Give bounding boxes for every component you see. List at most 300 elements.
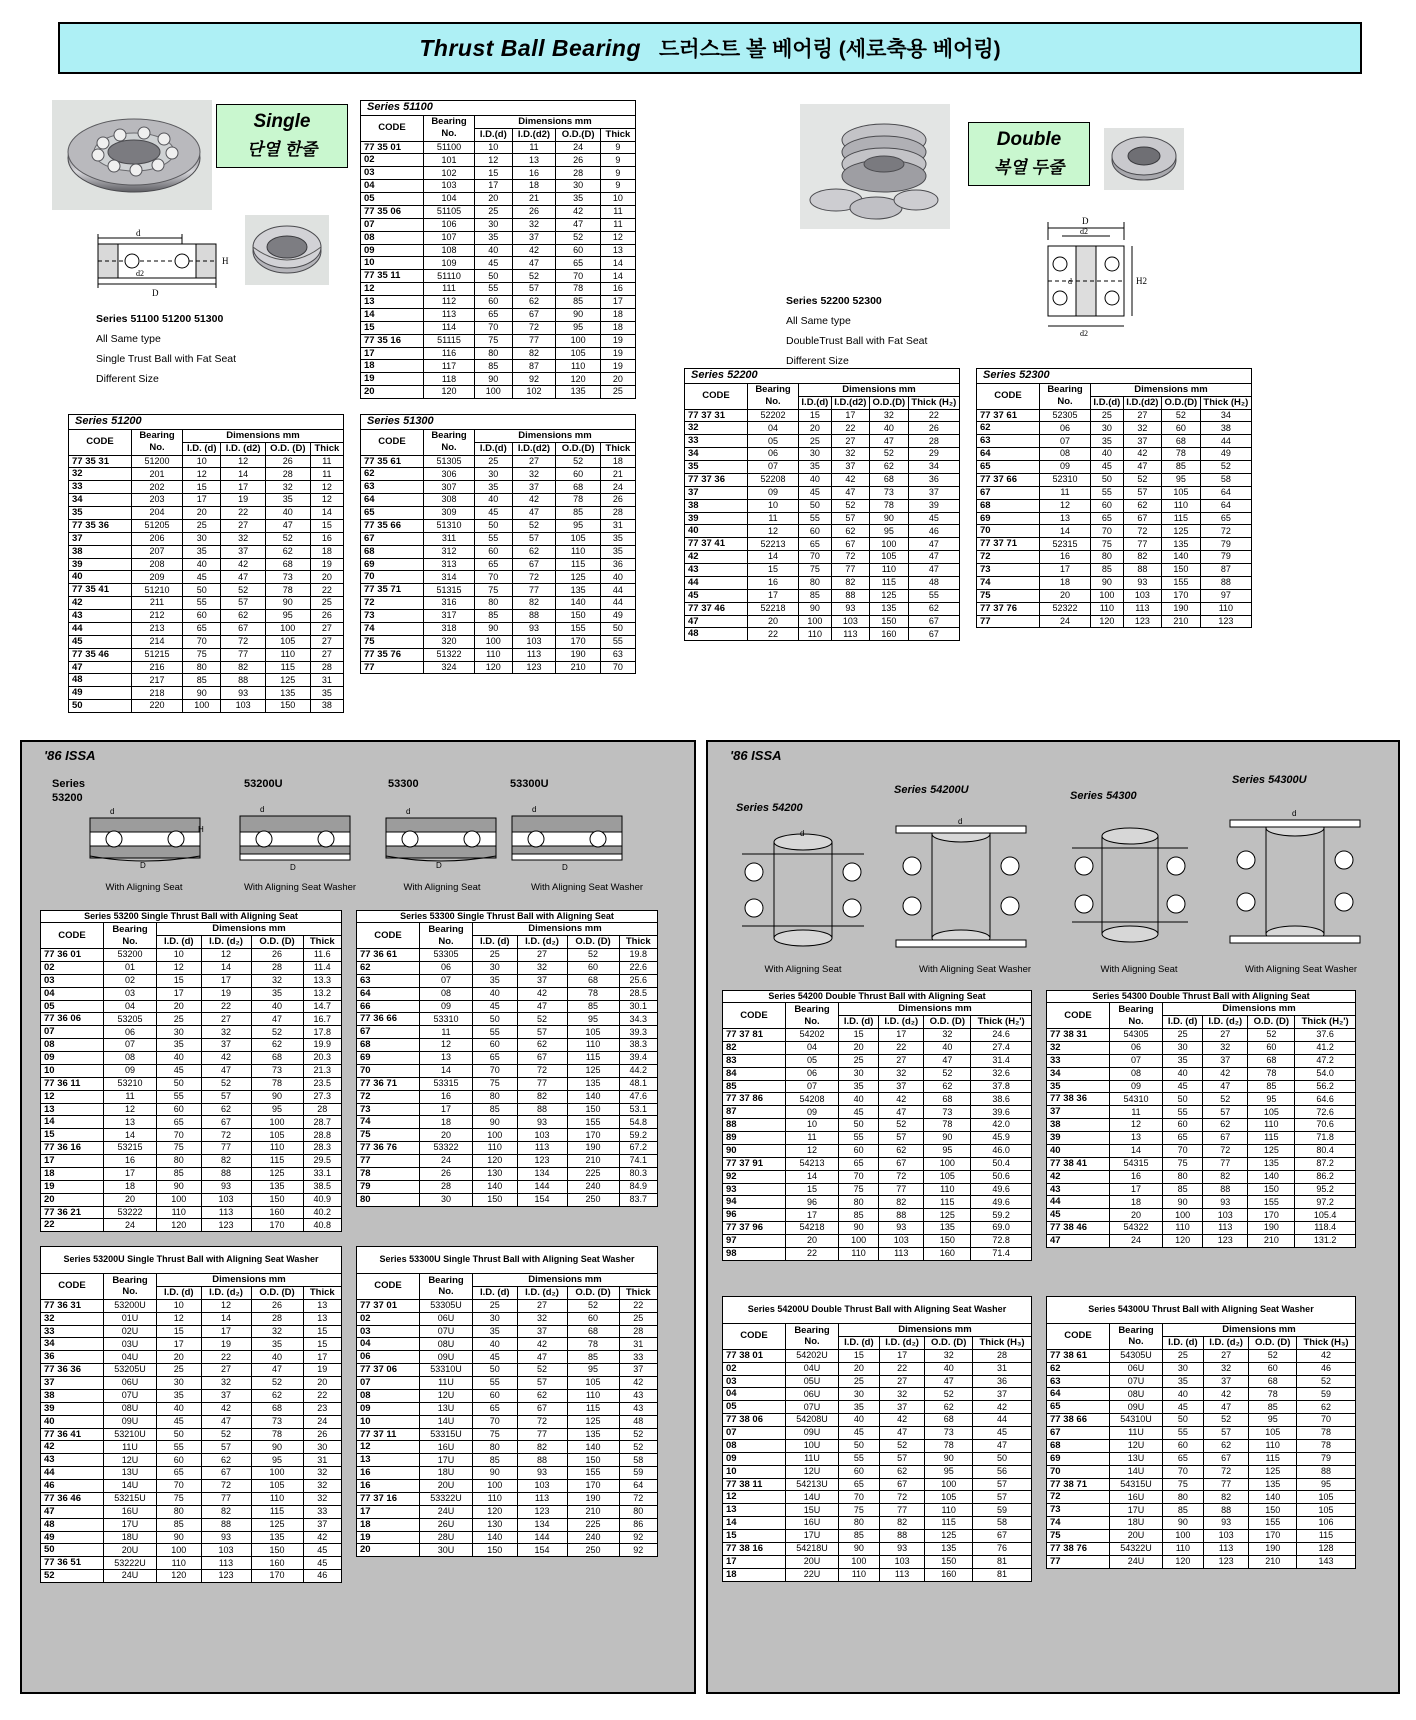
cell-id-d2: 62 — [517, 1039, 567, 1052]
cell-id-d2: 57 — [512, 283, 556, 296]
cell-bearing-no: 53322 — [420, 1142, 473, 1155]
cell-id-d2: 62 — [1123, 499, 1161, 512]
cell-code: 40 — [1047, 1144, 1110, 1157]
cell-bearing-no: 53205U — [104, 1364, 157, 1377]
cell-id-d: 90 — [473, 1116, 518, 1129]
table-row — [1047, 1080, 1356, 1093]
cell-id-d2: 22 — [201, 1000, 251, 1013]
cell-od: 95 — [924, 1144, 971, 1157]
cell-id-d2: 32 — [517, 1312, 567, 1325]
table-row — [1047, 1439, 1356, 1452]
cell-thick: 28.3 — [303, 1142, 341, 1155]
cell-id-d: 35 — [839, 1401, 880, 1414]
cell-id-d: 30 — [799, 448, 832, 461]
cell-bearing-no: 308 — [424, 494, 475, 507]
cell-id-d: 85 — [473, 1454, 518, 1467]
cell-code: 77 35 61 — [361, 455, 424, 468]
cell-bearing-no: 24 — [1110, 1235, 1163, 1248]
table-row — [357, 1064, 658, 1077]
cell-id-d: 40 — [475, 494, 513, 507]
cell-id-d2: 67 — [221, 622, 265, 635]
cell-od: 110 — [1248, 1119, 1295, 1132]
cell-id-d: 50 — [473, 1013, 518, 1026]
cell-code: 38 — [1047, 1119, 1110, 1132]
cell-od: 68 — [251, 1052, 303, 1065]
cell-od: 68 — [1248, 1054, 1295, 1067]
cell-bearing-no: 05 — [748, 435, 799, 448]
cell-code: 34 — [1047, 1067, 1110, 1080]
cell-id-d2: 17 — [879, 1349, 925, 1362]
col-id-d: I.D.(d) — [475, 128, 513, 141]
cell-thick: 27 — [310, 635, 343, 648]
issa-left-label: '86 ISSA — [38, 748, 102, 763]
col-id-d2: I.D. (d₂) — [1203, 1336, 1249, 1349]
cell-od: 68 — [556, 481, 600, 494]
cell-bearing-no: 18U — [1110, 1517, 1163, 1530]
cell-od: 125 — [1249, 1465, 1297, 1478]
cell-id-d: 45 — [839, 1427, 880, 1440]
cell-thick: 58 — [973, 1517, 1032, 1530]
table-series-51100 — [360, 100, 636, 399]
cell-bearing-no: 96 — [786, 1196, 839, 1209]
cell-id-d: 80 — [475, 597, 513, 610]
cell-thick: 18 — [310, 545, 343, 558]
col-bearing-no: Bearing No. — [748, 383, 799, 409]
cell-id-d2: 57 — [201, 1441, 251, 1454]
cell-thick: 23 — [303, 1402, 341, 1415]
cell-bearing-no: 11U — [104, 1441, 157, 1454]
cell-thick: 38.6 — [971, 1093, 1032, 1106]
issa-left-series-word: Series — [52, 778, 86, 790]
cell-id-d2: 47 — [879, 1106, 924, 1119]
table-row — [1047, 1452, 1356, 1465]
cell-id-d2: 62 — [201, 1103, 251, 1116]
cell-thick: 13 — [600, 244, 635, 257]
cell-id-d2: 19 — [221, 494, 265, 507]
cell-bearing-no: 51215 — [132, 648, 183, 661]
cell-thick: 19 — [600, 347, 635, 360]
cell-bearing-no: 51105 — [424, 205, 475, 218]
cell-thick: 19.9 — [303, 1039, 341, 1052]
cell-od: 190 — [567, 1142, 619, 1155]
cell-code: 34 — [41, 1338, 104, 1351]
cell-id-d2: 88 — [221, 674, 265, 687]
cell-code: 70 — [361, 571, 424, 584]
cell-id-d2: 103 — [1123, 589, 1161, 602]
cell-id-d2: 22 — [879, 1362, 925, 1375]
cell-code: 10 — [41, 1064, 104, 1077]
cell-bearing-no: 17 — [748, 589, 799, 602]
cell-od: 73 — [251, 1064, 303, 1077]
cell-code: 32 — [685, 422, 748, 435]
cell-id-d2: 62 — [512, 296, 556, 309]
cell-id-d: 65 — [157, 1116, 202, 1129]
cell-bearing-no: 06U — [420, 1312, 473, 1325]
cell-thick: 19 — [600, 334, 635, 347]
cell-code: 77 37 36 — [685, 473, 748, 486]
cell-bearing-no: 14 — [104, 1129, 157, 1142]
cell-od: 95 — [556, 321, 600, 334]
cell-bearing-no: 13U — [420, 1402, 473, 1415]
cell-bearing-no: 312 — [424, 545, 475, 558]
cell-id-d: 55 — [473, 1377, 518, 1390]
col-code: CODE — [41, 1274, 104, 1300]
cell-id-d: 10 — [157, 949, 202, 962]
single-badge-en: Single — [253, 111, 311, 132]
table-row — [361, 519, 636, 532]
cell-code: 73 — [1047, 1504, 1110, 1517]
cell-id-d: 45 — [183, 571, 221, 584]
cell-id-d: 100 — [1163, 1209, 1203, 1222]
cell-bearing-no: 20 — [420, 1129, 473, 1142]
cell-id-d: 40 — [475, 244, 513, 257]
cell-code: 66 — [357, 1000, 420, 1013]
cell-bearing-no: 53215U — [104, 1492, 157, 1505]
col-thick: Thick — [600, 442, 635, 455]
cell-thick: 35 — [600, 532, 635, 545]
cell-id-d2: 52 — [221, 584, 265, 597]
diagram-54200 — [728, 824, 878, 954]
cell-bearing-no: 107 — [424, 231, 475, 244]
double-section-diagram — [1028, 210, 1158, 342]
cell-code: 04 — [723, 1388, 786, 1401]
col-code: CODE — [69, 429, 132, 455]
table-row — [69, 545, 344, 558]
cell-id-d2: 88 — [1123, 564, 1161, 577]
cell-thick: 37.6 — [1295, 1029, 1356, 1042]
cell-bearing-no: 15U — [786, 1504, 839, 1517]
cell-od: 110 — [870, 564, 909, 577]
table-row — [41, 1467, 342, 1480]
cell-thick: 35 — [310, 687, 343, 700]
cell-bearing-no: 11 — [1040, 486, 1091, 499]
cell-id-d: 30 — [1163, 1362, 1204, 1375]
cell-code: 47 — [69, 661, 132, 674]
cell-od: 70 — [556, 270, 600, 283]
cell-thick: 106 — [1297, 1517, 1356, 1530]
cell-od: 95 — [925, 1465, 973, 1478]
cell-bearing-no: 11 — [786, 1132, 839, 1145]
table-row — [41, 1219, 342, 1232]
cell-id-d: 65 — [183, 622, 221, 635]
cell-thick: 59 — [1297, 1388, 1356, 1401]
cell-od: 85 — [1162, 461, 1201, 474]
table-row — [41, 1557, 342, 1570]
cell-code: 07 — [361, 218, 424, 231]
cell-id-d: 25 — [475, 205, 513, 218]
cell-id-d2: 27 — [201, 1364, 251, 1377]
cell-bearing-no: 54202 — [786, 1029, 839, 1042]
cell-od: 155 — [1249, 1517, 1297, 1530]
cell-bearing-no: 52218 — [748, 602, 799, 615]
cell-thick: 9 — [600, 167, 635, 180]
cell-bearing-no: 12U — [420, 1389, 473, 1402]
cell-od: 100 — [251, 1467, 303, 1480]
cell-code: 37 — [69, 532, 132, 545]
col-od: O.D.(D) — [556, 442, 600, 455]
cell-id-d: 50 — [1163, 1093, 1203, 1106]
cell-code: 04 — [357, 1338, 420, 1351]
cell-id-d2: 134 — [517, 1518, 567, 1531]
cell-bearing-no: 211 — [132, 597, 183, 610]
cell-code: 05 — [361, 193, 424, 206]
cell-bearing-no: 30 — [420, 1193, 473, 1206]
table-row — [357, 1351, 658, 1364]
cell-id-d: 80 — [1163, 1491, 1204, 1504]
table-row — [1047, 1196, 1356, 1209]
cell-od: 85 — [567, 1351, 619, 1364]
cell-thick: 45 — [303, 1557, 341, 1570]
cell-id-d2: 82 — [831, 576, 869, 589]
cell-od: 135 — [1162, 538, 1201, 551]
cell-code: 77 36 71 — [357, 1077, 420, 1090]
cell-thick: 19.8 — [619, 949, 657, 962]
cell-od: 110 — [251, 1492, 303, 1505]
cell-bearing-no: 118 — [424, 373, 475, 386]
cell-od: 100 — [251, 1116, 303, 1129]
cell-bearing-no: 09 — [748, 486, 799, 499]
table-row — [977, 615, 1252, 628]
cell-bearing-no: 22U — [786, 1568, 839, 1581]
cell-thick: 17 — [303, 1351, 341, 1364]
issa-panel-left — [20, 740, 696, 1694]
cell-id-d2: 17 — [201, 974, 251, 987]
table-row — [361, 373, 636, 386]
cell-code: 89 — [723, 1132, 786, 1145]
cell-id-d2: 17 — [879, 1029, 924, 1042]
cell-bearing-no: 04 — [748, 422, 799, 435]
cell-od: 90 — [924, 1132, 971, 1145]
cell-bearing-no: 16 — [104, 1155, 157, 1168]
cell-code: 03 — [357, 1325, 420, 1338]
cell-code: 69 — [977, 512, 1040, 525]
cell-bearing-no: 17U — [786, 1530, 839, 1543]
cell-bearing-no: 16 — [1110, 1170, 1163, 1183]
cell-id-d: 10 — [183, 455, 221, 468]
cell-thick: 69.0 — [971, 1222, 1032, 1235]
cell-od: 40 — [924, 1041, 971, 1054]
table-row — [723, 1235, 1032, 1248]
cell-bearing-no: 17 — [1040, 564, 1091, 577]
table-row — [1047, 1183, 1356, 1196]
cell-id-d2: 57 — [879, 1132, 924, 1145]
cell-bearing-no: 117 — [424, 360, 475, 373]
cell-id-d2: 123 — [1203, 1235, 1248, 1248]
cell-od: 135 — [924, 1222, 971, 1235]
cell-id-d2: 42 — [517, 987, 567, 1000]
cell-id-d2: 37 — [517, 974, 567, 987]
cell-id-d: 60 — [475, 545, 513, 558]
cell-code: 40 — [685, 525, 748, 538]
cell-bearing-no: 307 — [424, 481, 475, 494]
cell-thick: 47 — [908, 564, 959, 577]
cell-od: 150 — [870, 615, 909, 628]
cell-id-d2: 62 — [1203, 1439, 1249, 1452]
cell-thick: 33 — [303, 1505, 341, 1518]
cell-code: 10 — [723, 1465, 786, 1478]
cell-od: 73 — [924, 1106, 971, 1119]
cell-id-d: 30 — [157, 1026, 202, 1039]
cell-bearing-no: 53200U — [104, 1299, 157, 1312]
cell-id-d: 70 — [839, 1491, 880, 1504]
cell-bearing-no: 203 — [132, 494, 183, 507]
cell-thick: 32 — [303, 1467, 341, 1480]
cell-code: 77 36 61 — [357, 949, 420, 962]
cell-thick: 58 — [1200, 473, 1251, 486]
cell-id-d2: 32 — [201, 1377, 251, 1390]
cell-id-d: 30 — [473, 961, 518, 974]
col-bearing-no: Bearing No. — [786, 1003, 839, 1029]
cell-thick: 30 — [303, 1441, 341, 1454]
cell-od: 140 — [1162, 551, 1201, 564]
cell-code: 77 36 66 — [357, 1013, 420, 1026]
cell-code: 77 36 16 — [41, 1142, 104, 1155]
cell-od: 135 — [1249, 1478, 1297, 1491]
table-row — [723, 1349, 1032, 1362]
cell-thick: 26 — [600, 494, 635, 507]
table-row — [361, 571, 636, 584]
cell-od: 28 — [251, 1312, 303, 1325]
col-dims: Dimensions mm — [1091, 383, 1252, 396]
cell-id-d: 45 — [157, 1064, 202, 1077]
cell-od: 65 — [556, 257, 600, 270]
cell-od: 125 — [1162, 525, 1201, 538]
table-row — [357, 1129, 658, 1142]
cell-id-d2: 57 — [201, 1090, 251, 1103]
cell-id-d: 70 — [475, 571, 513, 584]
series-51100-title: Series 51100 — [361, 101, 636, 116]
table-row — [361, 193, 636, 206]
cell-thick: 20 — [600, 373, 635, 386]
diagram-label-54200: Series 54200 — [736, 802, 803, 814]
cell-code: 48 — [685, 628, 748, 641]
table-series-53200u — [40, 1246, 342, 1583]
cell-od: 160 — [251, 1206, 303, 1219]
cell-code: 77 36 36 — [41, 1364, 104, 1377]
cell-bearing-no: 13 — [420, 1052, 473, 1065]
cell-code: 77 37 91 — [723, 1157, 786, 1170]
cell-bearing-no: 06 — [1040, 422, 1091, 435]
table-row — [723, 1093, 1032, 1106]
cell-thick: 46 — [303, 1570, 341, 1583]
cell-code: 62 — [977, 422, 1040, 435]
cell-code: 74 — [1047, 1517, 1110, 1530]
cell-id-d2: 93 — [517, 1116, 567, 1129]
cell-id-d: 50 — [799, 499, 832, 512]
cell-code: 78 — [357, 1167, 420, 1180]
cell-id-d2: 103 — [517, 1129, 567, 1142]
cell-id-d: 40 — [473, 987, 518, 1000]
cell-code: 77 36 01 — [41, 949, 104, 962]
cell-od: 52 — [870, 448, 909, 461]
cell-id-d2: 72 — [201, 1129, 251, 1142]
cell-thick: 39 — [908, 499, 959, 512]
cell-id-d: 75 — [1163, 1157, 1203, 1170]
cell-id-d2: 22 — [879, 1041, 924, 1054]
cell-id-d: 35 — [473, 974, 518, 987]
cell-id-d2: 67 — [879, 1478, 925, 1491]
cell-bearing-no: 17U — [104, 1518, 157, 1531]
table-row — [361, 308, 636, 321]
cell-id-d2: 77 — [517, 1428, 567, 1441]
cell-id-d2: 47 — [1203, 1080, 1248, 1093]
cell-id-d2: 62 — [201, 1454, 251, 1467]
cell-thick: 47.2 — [1295, 1054, 1356, 1067]
col-thick: Thick — [303, 936, 341, 949]
table-row — [69, 610, 344, 623]
cell-id-d2: 62 — [831, 525, 869, 538]
cell-id-d: 40 — [1091, 448, 1124, 461]
cell-bearing-no: 06 — [748, 448, 799, 461]
cell-bearing-no: 08 — [1040, 448, 1091, 461]
cell-od: 150 — [1249, 1504, 1297, 1517]
table-row — [41, 1492, 342, 1505]
cell-code: 47 — [41, 1505, 104, 1518]
table-row — [723, 1157, 1032, 1170]
cell-id-d2: 88 — [512, 610, 556, 623]
cell-thick: 13 — [303, 1312, 341, 1325]
cell-thick: 110 — [1200, 602, 1251, 615]
cell-od: 190 — [1162, 602, 1201, 615]
cell-id-d: 80 — [1163, 1170, 1203, 1183]
cell-id-d2: 42 — [879, 1414, 925, 1427]
cell-thick: 36 — [908, 473, 959, 486]
cell-id-d2: 52 — [512, 519, 556, 532]
cell-bearing-no: 09U — [420, 1351, 473, 1364]
cell-thick: 79 — [1200, 538, 1251, 551]
cell-od: 140 — [1249, 1491, 1297, 1504]
cell-bearing-no: 07U — [786, 1401, 839, 1414]
cell-thick: 44 — [600, 597, 635, 610]
cell-thick: 143 — [1297, 1555, 1356, 1568]
cell-id-d: 45 — [1091, 461, 1124, 474]
cell-bearing-no: 52213 — [748, 538, 799, 551]
cell-bearing-no: 51115 — [424, 334, 475, 347]
cell-code: 77 37 31 — [685, 409, 748, 422]
cell-od: 68 — [1249, 1375, 1297, 1388]
cell-code: 64 — [361, 494, 424, 507]
cell-id-d2: 113 — [1203, 1542, 1249, 1555]
cell-od: 90 — [870, 512, 909, 525]
table-row — [357, 1402, 658, 1415]
cell-od: 100 — [265, 622, 310, 635]
cell-id-d: 10 — [157, 1299, 202, 1312]
cell-id-d: 70 — [1091, 525, 1124, 538]
cell-thick: 55 — [600, 635, 635, 648]
cell-code: 10 — [357, 1415, 420, 1428]
cell-thick: 17 — [600, 296, 635, 309]
cell-id-d2: 52 — [201, 1428, 251, 1441]
col-od: O.D. (D) — [265, 442, 310, 455]
cell-thick: 71.8 — [1295, 1132, 1356, 1145]
table-row — [69, 622, 344, 635]
cell-code: 03 — [361, 167, 424, 180]
cell-id-d: 50 — [1091, 473, 1124, 486]
table-row — [977, 461, 1252, 474]
cell-bearing-no: 16U — [786, 1517, 839, 1530]
cell-code: 64 — [357, 987, 420, 1000]
cell-thick: 44 — [973, 1414, 1032, 1427]
cell-od: 115 — [1248, 1132, 1295, 1145]
cell-bearing-no: 16U — [104, 1505, 157, 1518]
cell-id-d: 85 — [1091, 564, 1124, 577]
table-series-53300 — [356, 910, 658, 1207]
cell-id-d: 20 — [475, 193, 513, 206]
cell-thick: 26 — [908, 422, 959, 435]
cell-id-d: 100 — [475, 386, 513, 399]
cell-code: 08 — [361, 231, 424, 244]
cell-code: 73 — [357, 1103, 420, 1116]
